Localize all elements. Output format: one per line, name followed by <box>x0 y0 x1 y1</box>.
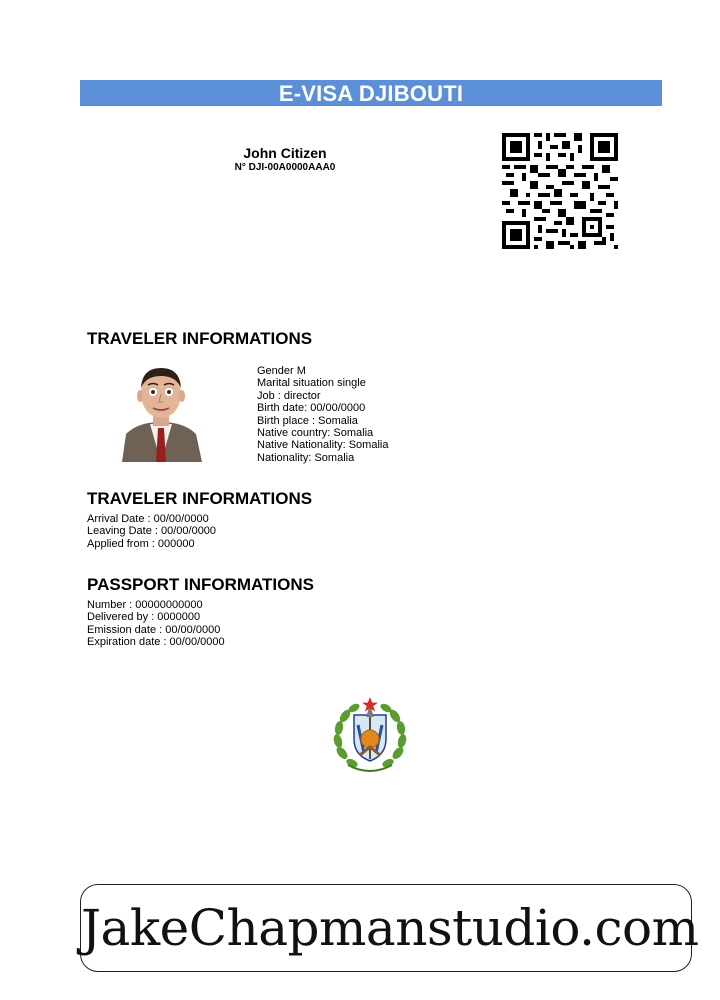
detail-job: Job : director <box>257 389 321 402</box>
visa-number: N° DJI-00A0000AAA0 <box>234 162 336 173</box>
travel-details <box>87 513 216 550</box>
traveler-details <box>257 365 388 464</box>
watermark-text: JakeChapmanstudio.com <box>81 899 699 957</box>
detail-emission-date: Emission date : 00/00/0000 <box>87 623 221 636</box>
detail-arrival-date: Arrival Date : 00/00/0000 <box>87 513 209 525</box>
passport-details <box>87 599 225 649</box>
passport-section-title: PASSPORT INFORMATIONS <box>87 575 314 594</box>
holder-block <box>185 145 385 174</box>
detail-native-country: Native country: Somalia <box>257 427 374 440</box>
detail-passport-number: Number : 00000000000 <box>87 599 203 611</box>
detail-birth-place: Birth place : Somalia <box>257 414 358 427</box>
watermark-banner <box>80 884 699 972</box>
holder-name: John Citizen <box>243 145 327 161</box>
detail-gender: Gender M <box>257 365 306 377</box>
djibouti-emblem <box>330 695 410 775</box>
detail-marital-situation: Marital situation single <box>257 377 366 390</box>
detail-leaving-date: Leaving Date : 00/00/0000 <box>87 525 217 538</box>
visa-title: E-VISA DJIBOUTI <box>278 81 464 106</box>
detail-applied-from: Applied from : 000000 <box>87 537 195 550</box>
visa-title-bar <box>80 80 662 106</box>
detail-native-nationality: Native Nationality: Somalia <box>257 439 389 452</box>
travel-section-title: TRAVELER INFORMATIONS <box>87 489 313 508</box>
traveler-photo <box>118 362 204 462</box>
detail-expiration-date: Expiration date : 00/00/0000 <box>87 636 225 649</box>
qr-code-icon <box>502 133 618 249</box>
traveler-section-title: TRAVELER INFORMATIONS <box>87 329 313 348</box>
detail-birth-date: Birth date: 00/00/0000 <box>257 402 366 415</box>
detail-delivered-by: Delivered by : 0000000 <box>87 611 201 624</box>
detail-nationality: Nationality: Somalia <box>257 451 355 464</box>
